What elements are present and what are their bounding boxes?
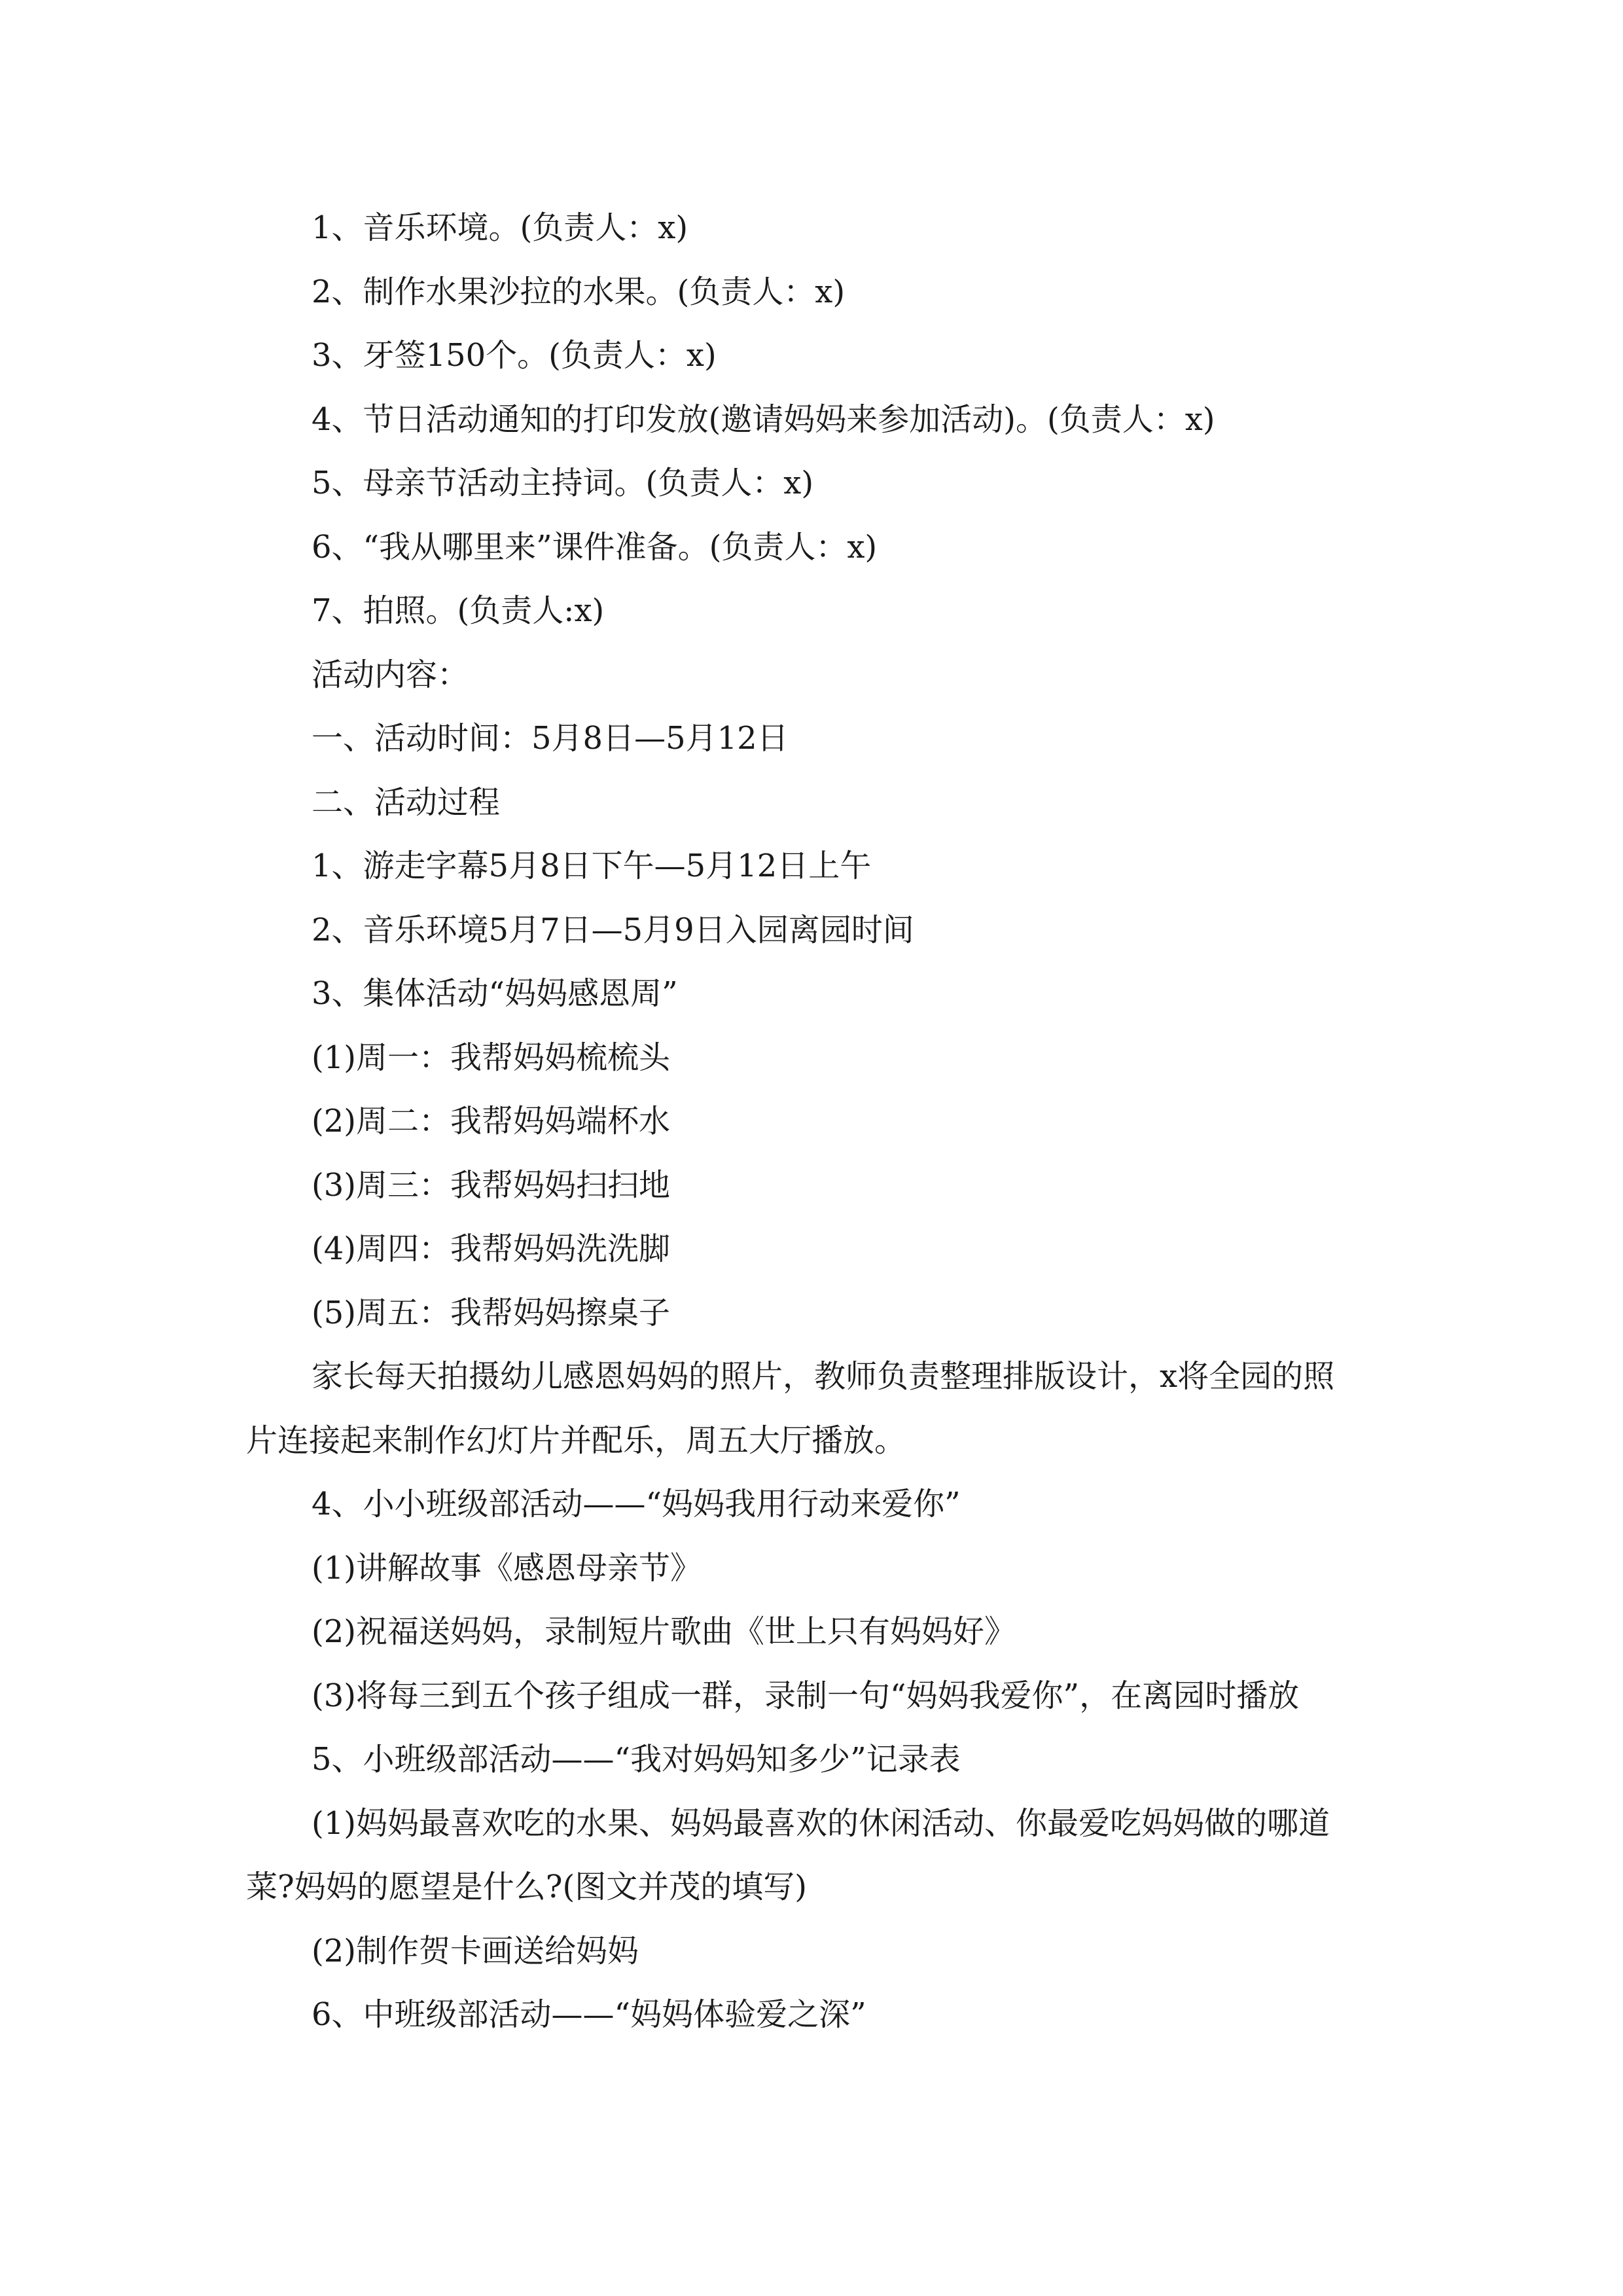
text-line: 1、音乐环境。(负责人：x): [312, 209, 688, 246]
text-line: 5、母亲节活动主持词。(负责人：x): [312, 465, 814, 501]
text-line: (1)妈妈最喜欢吃的水果、妈妈最喜欢的休闲活动、你最爱吃妈妈做的哪道: [312, 1804, 1330, 1842]
text-line: 片连接起来制作幻灯片并配乐，周五大厅播放。: [246, 1422, 906, 1459]
text-line: 二、活动过程: [312, 783, 501, 821]
document-body: [246, 196, 1378, 2047]
text-line: (2)周二：我帮妈妈端杯水: [312, 1103, 670, 1139]
text-line: (4)周四：我帮妈妈洗洗脚: [312, 1230, 670, 1267]
text-line: 家长每天拍摄幼儿感恩妈妈的照片，教师负责整理排版设计，x将全园的照: [312, 1358, 1335, 1395]
text-line: 一、活动时间：5月8日—5月12日: [312, 720, 789, 757]
text-line: 菜?妈妈的愿望是什么?(图文并茂的填写): [246, 1869, 807, 1905]
text-line: 3、牙签150个。(负责人：x): [312, 337, 717, 374]
text-line: 3、集体活动“妈妈感恩周”: [312, 975, 678, 1012]
text-line: 2、制作水果沙拉的水果。(负责人：x): [312, 273, 846, 310]
text-line: (3)周三：我帮妈妈扫扫地: [312, 1166, 670, 1204]
text-line: 6、中班级部活动——“妈妈体验爱之深”: [312, 1996, 866, 2033]
text-line: 4、小小班级部活动——“妈妈我用行动来爱你”: [312, 1486, 961, 1522]
text-line: 4、节日活动通知的打印发放(邀请妈妈来参加活动)。(负责人：x): [312, 401, 1215, 438]
text-line: 2、音乐环境5月7日—5月9日入园离园时间: [312, 911, 914, 948]
text-line: (3)将每三到五个孩子组成一群，录制一句“妈妈我爱你”，在离园时播放: [312, 1677, 1300, 1714]
text-line: 6、“我从哪里来”课件准备。(负责人：x): [312, 528, 878, 565]
text-line: (1)周一：我帮妈妈梳梳头: [312, 1039, 670, 1076]
text-line: (5)周五：我帮妈妈擦桌子: [312, 1294, 670, 1331]
text-line: (2)祝福送妈妈，录制短片歌曲《世上只有妈妈好》: [312, 1613, 1016, 1650]
text-line: 1、游走字幕5月8日下午—5月12日上午: [312, 848, 872, 884]
text-line: 5、小班级部活动——“我对妈妈知多少”记录表: [312, 1741, 961, 1778]
text-line: (1)讲解故事《感恩母亲节》: [312, 1549, 702, 1587]
text-line: 7、拍照。(负责人:x): [312, 592, 605, 629]
text-line: 活动内容：: [312, 656, 469, 693]
text-line: (2)制作贺卡画送给妈妈: [312, 1932, 639, 1969]
